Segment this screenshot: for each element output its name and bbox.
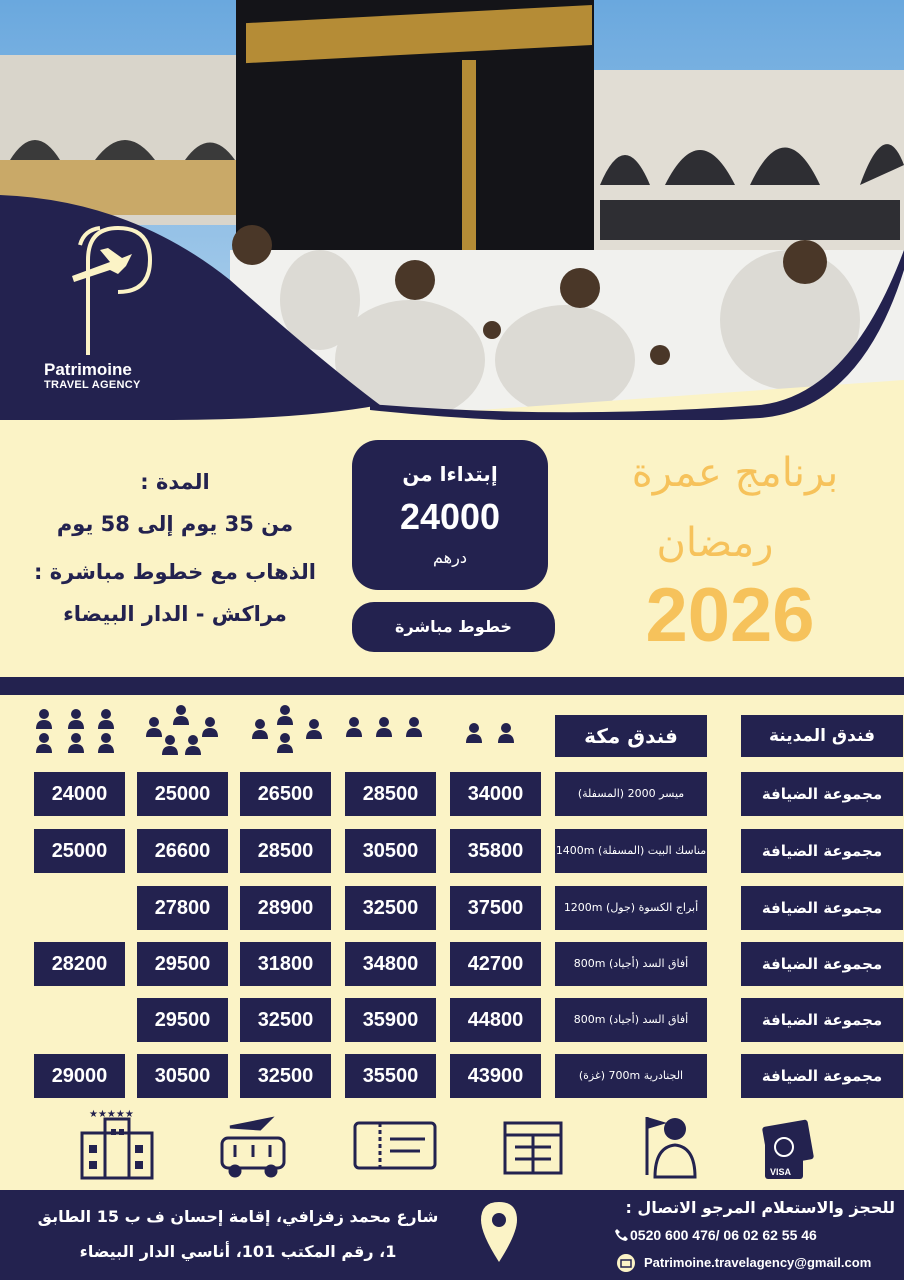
price-cell: 29500	[137, 998, 228, 1042]
visa-icon	[762, 1119, 814, 1179]
contact-phone[interactable]: 0520 600 476/ 06 02 62 55 46	[630, 1227, 817, 1243]
three-persons-icon	[346, 717, 422, 737]
price-cell: 30500	[137, 1054, 228, 1098]
price-cell: 32500	[240, 998, 331, 1042]
madina-hotel-cell: مجموعة الضيافة	[741, 998, 903, 1042]
flight-info: الذهاب مع خطوط مباشرة :	[34, 560, 316, 584]
makka-hotel-cell: مناسك البيت (المسفلة) 1400m	[555, 829, 707, 873]
phone-icon	[614, 1228, 628, 1242]
five-persons-icon	[146, 705, 218, 755]
six-persons-icon	[36, 709, 114, 753]
madina-hotel-cell: مجموعة الضيافة	[741, 829, 903, 873]
section-divider	[0, 677, 904, 695]
program-title: برنامج عمرة	[631, 450, 839, 496]
price-cell: 35800	[450, 829, 541, 873]
header-makka-hotel: فندق مكة	[555, 715, 707, 757]
bus-icon	[222, 1119, 284, 1176]
madina-hotel-cell: مجموعة الضيافة	[741, 886, 903, 930]
price-cell: 29500	[137, 942, 228, 986]
madina-hotel-cell: مجموعة الضيافة	[741, 1054, 903, 1098]
hero-photo	[0, 0, 904, 420]
price-cell: 35500	[345, 1054, 436, 1098]
price-cell: 26500	[240, 772, 331, 816]
price-value: 24000	[399, 496, 501, 537]
price-cell: 31800	[240, 942, 331, 986]
brand-subtitle: TRAVEL AGENCY	[44, 379, 141, 391]
makka-hotel-cell: الجنادرية 700m (غزة)	[555, 1054, 707, 1098]
price-currency: درهم	[433, 548, 467, 567]
price-cell: 28500	[240, 829, 331, 873]
madina-hotel-cell: مجموعة الضيافة	[741, 942, 903, 986]
address-line-1: شارع محمد زفزافي، إقامة إحسان ف ب 15 الطابق	[37, 1207, 439, 1226]
price-cell: 42700	[450, 942, 541, 986]
makka-hotel-cell: ميسر 2000 (المسفلة)	[555, 772, 707, 816]
price-cell: 34000	[450, 772, 541, 816]
price-from-label: إبتداءا من	[402, 462, 498, 486]
direct-flights-badge: خطوط مباشرة	[352, 602, 555, 652]
price-cell: 29000	[34, 1054, 125, 1098]
header-madina-hotel: فندق المدينة	[741, 715, 903, 757]
price-cell: 32500	[345, 886, 436, 930]
location-pin-icon	[477, 1198, 521, 1268]
price-cell: 25000	[137, 772, 228, 816]
duration-label: المدة :	[140, 470, 210, 494]
duration-value: من 35 يوم إلى 58 يوم	[56, 512, 294, 536]
makka-hotel-cell: أفاق السد (أجياد) 800m	[555, 998, 707, 1042]
svg-text:VISA: VISA	[770, 1167, 792, 1177]
email-icon	[616, 1253, 636, 1273]
contact-email[interactable]: Patrimoine.travelagency@gmail.com	[644, 1255, 872, 1270]
program-subtitle: رمضان	[656, 520, 774, 566]
madina-hotel-cell: مجموعة الضيافة	[741, 772, 903, 816]
address-line-2: 1، رقم المكتب 101، أناسي الدار البيضاء	[79, 1242, 397, 1261]
price-cell: 28500	[345, 772, 436, 816]
ticket-icon	[355, 1123, 435, 1168]
four-persons-icon	[252, 705, 322, 753]
price-cell: 37500	[450, 886, 541, 930]
hotel-icon	[82, 1109, 152, 1178]
price-cell: 44800	[450, 998, 541, 1042]
svg-text:★★★★★: ★★★★★	[89, 1109, 134, 1120]
services-icons	[75, 1105, 835, 1185]
price-cell: 35900	[345, 998, 436, 1042]
brand-name: Patrimoine	[44, 360, 132, 379]
price-cell: 30500	[345, 829, 436, 873]
program-year: 2026	[645, 573, 815, 658]
price-cell: 24000	[34, 772, 125, 816]
price-cell: 28200	[34, 942, 125, 986]
occupancy-icons	[30, 700, 530, 760]
price-cell: 34800	[345, 942, 436, 986]
price-cell: 28900	[240, 886, 331, 930]
price-cell: 43900	[450, 1054, 541, 1098]
contact-title: للحجز والاستعلام المرجو الاتصال :	[625, 1198, 895, 1217]
makka-hotel-cell: أفاق السد (أجياد) 800m	[555, 942, 707, 986]
price-cell: 26600	[137, 829, 228, 873]
zamzam-box-icon	[505, 1123, 561, 1173]
guide-icon	[647, 1117, 695, 1177]
price-box	[352, 440, 548, 590]
price-cell: 25000	[34, 829, 125, 873]
price-cell: 27800	[137, 886, 228, 930]
two-persons-icon	[466, 723, 514, 743]
route-info: مراكش - الدار البيضاء	[63, 602, 287, 626]
price-cell: 32500	[240, 1054, 331, 1098]
makka-hotel-cell: أبراج الكسوة (جول) 1200m	[555, 886, 707, 930]
